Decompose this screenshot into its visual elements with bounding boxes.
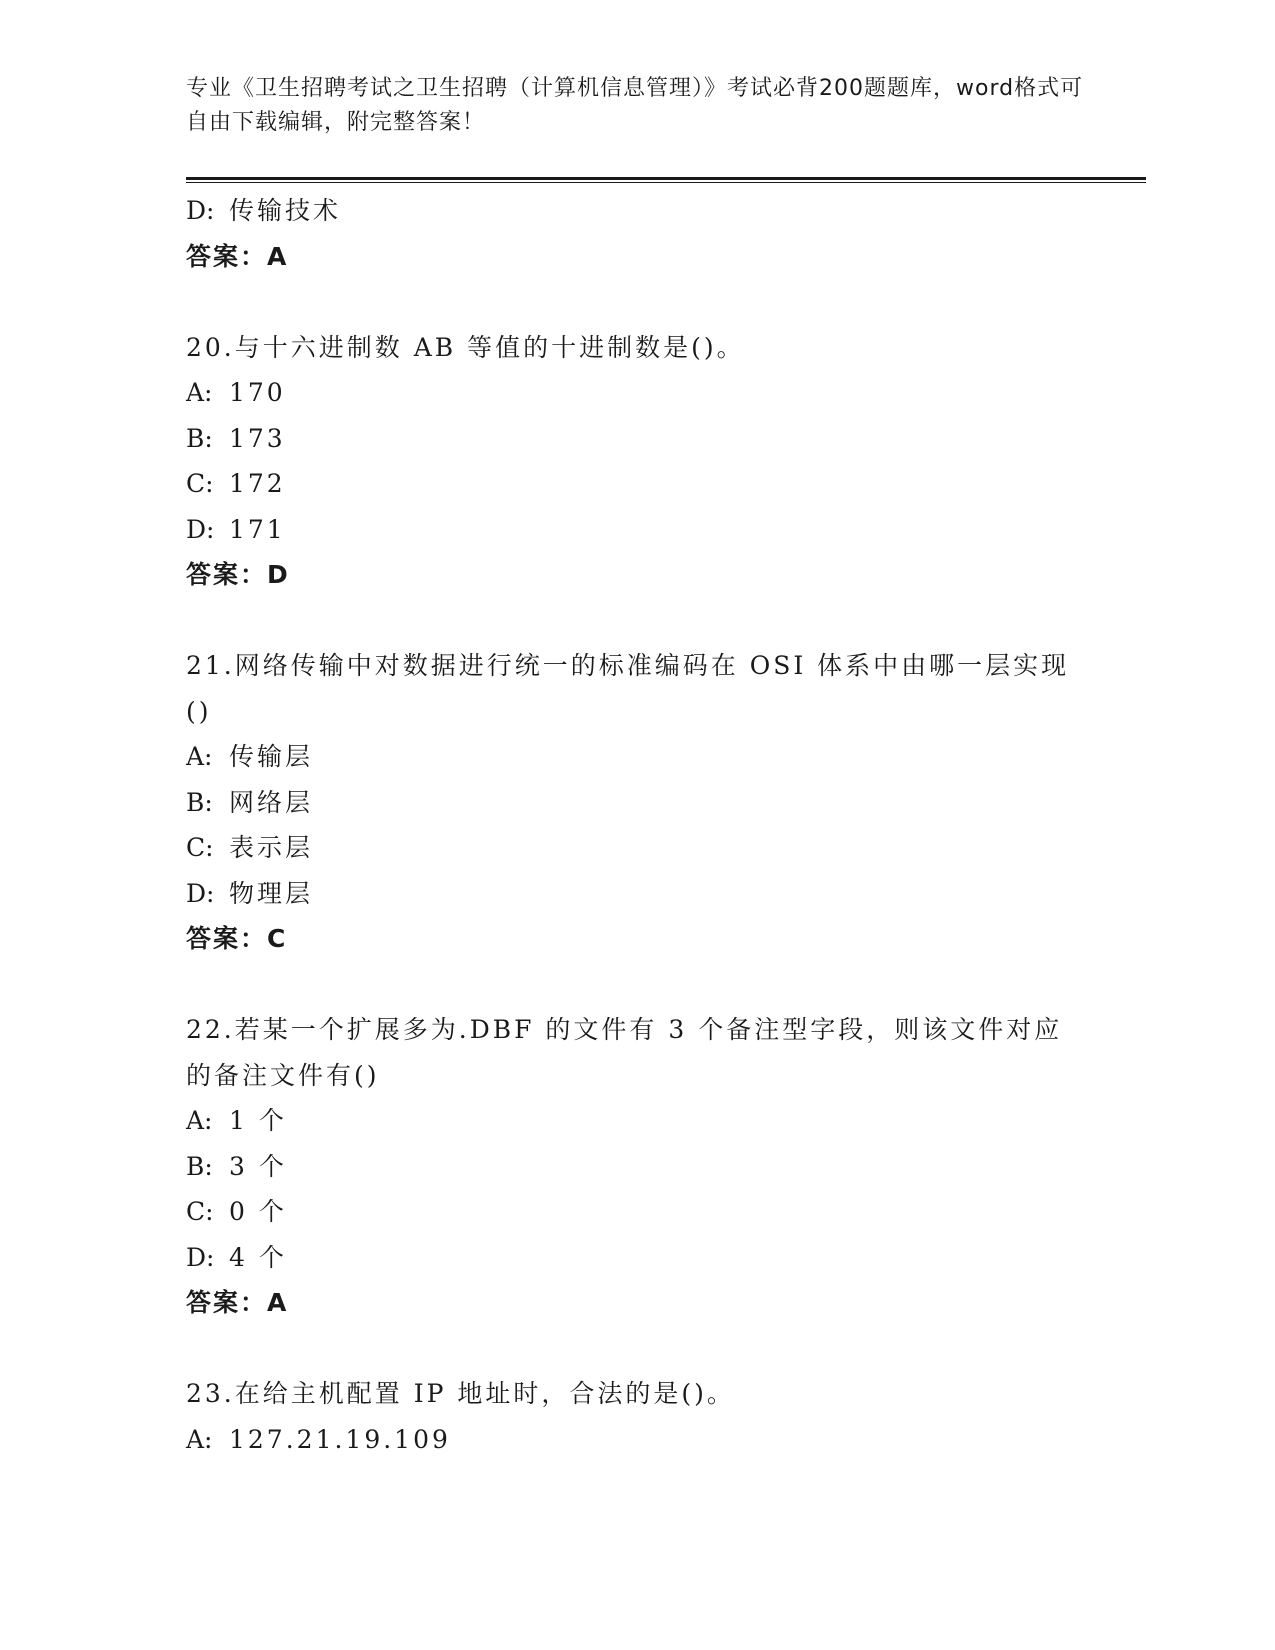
option-text: 173 <box>229 423 286 453</box>
answer-q19: 答案：A <box>186 241 289 271</box>
option-d-q21 <box>186 871 1086 917</box>
option-letter: C: <box>186 469 214 498</box>
option-letter: C: <box>186 1197 214 1226</box>
answer-q21: 答案：C <box>186 924 288 953</box>
option-text: 1 个 <box>229 1106 287 1135</box>
question-stem-21: 21.网络传输中对数据进行统一的标准编码在 OSI 体系中由哪一层实现() <box>186 651 1070 726</box>
answer-q20: 答案：D <box>186 560 290 589</box>
option-a-q21 <box>186 734 1086 780</box>
question-stem-20: 20.与十六进制数 AB 等值的十进制数是()。 <box>186 332 745 362</box>
option-b-q21 <box>186 780 1086 826</box>
question-stem-22: 22.若某一个扩展多为.DBF 的文件有 3 个备注型字段，则该文件对应的备注文件有() <box>186 1015 1063 1090</box>
document-header: 专业《卫生招聘考试之卫生招聘（计算机信息管理）》考试必背200题题库，word格式可自由下载编辑，附完整答案！ <box>186 76 1084 135</box>
option-text: 127.21.19.109 <box>229 1424 451 1454</box>
option-text: 172 <box>229 469 286 498</box>
option-letter: C: <box>186 833 214 862</box>
option-letter: D: <box>186 514 215 544</box>
option-text: 物理层 <box>229 878 314 908</box>
option-text: 4 个 <box>229 1242 287 1272</box>
option-text: 170 <box>229 378 286 407</box>
option-text: 网络层 <box>229 787 314 817</box>
option-letter: A: <box>186 1106 213 1135</box>
option-letter: B: <box>186 423 213 453</box>
option-c-q20 <box>186 461 1086 507</box>
option-letter: B: <box>186 1151 213 1181</box>
option-text: 0 个 <box>229 1197 287 1226</box>
option-text: 171 <box>229 514 286 544</box>
option-letter: A: <box>186 742 213 771</box>
option-text: 表示层 <box>229 833 314 862</box>
option-c-q21 <box>186 825 1086 871</box>
question-stem-23: 23.在给主机配置 IP 地址时，合法的是()。 <box>186 1379 735 1408</box>
option-letter: B: <box>186 787 213 817</box>
option-c-q22 <box>186 1189 1086 1235</box>
option-a-q20 <box>186 370 1086 416</box>
question-list <box>186 188 1086 1462</box>
option-letter: A: <box>186 1424 213 1454</box>
option-b-q20 <box>186 416 1086 462</box>
option-d-q22 <box>186 1235 1086 1281</box>
answer-q22: 答案：A <box>186 1288 289 1317</box>
option-d-q20 <box>186 507 1086 553</box>
option-letter: D: <box>186 878 215 908</box>
option-text: 传输技术 <box>229 196 342 225</box>
option-b-q22 <box>186 1144 1086 1190</box>
header-divider-thick <box>186 177 1146 180</box>
option-text: 3 个 <box>229 1151 287 1181</box>
option-letter: D: <box>186 1242 215 1272</box>
header-divider-thin <box>186 182 1146 183</box>
option-d-q19 <box>186 188 1086 234</box>
option-a-q23 <box>186 1417 1086 1463</box>
option-a-q22 <box>186 1098 1086 1144</box>
option-letter: D: <box>186 196 215 225</box>
option-letter: A: <box>186 378 213 407</box>
option-text: 传输层 <box>229 742 314 771</box>
